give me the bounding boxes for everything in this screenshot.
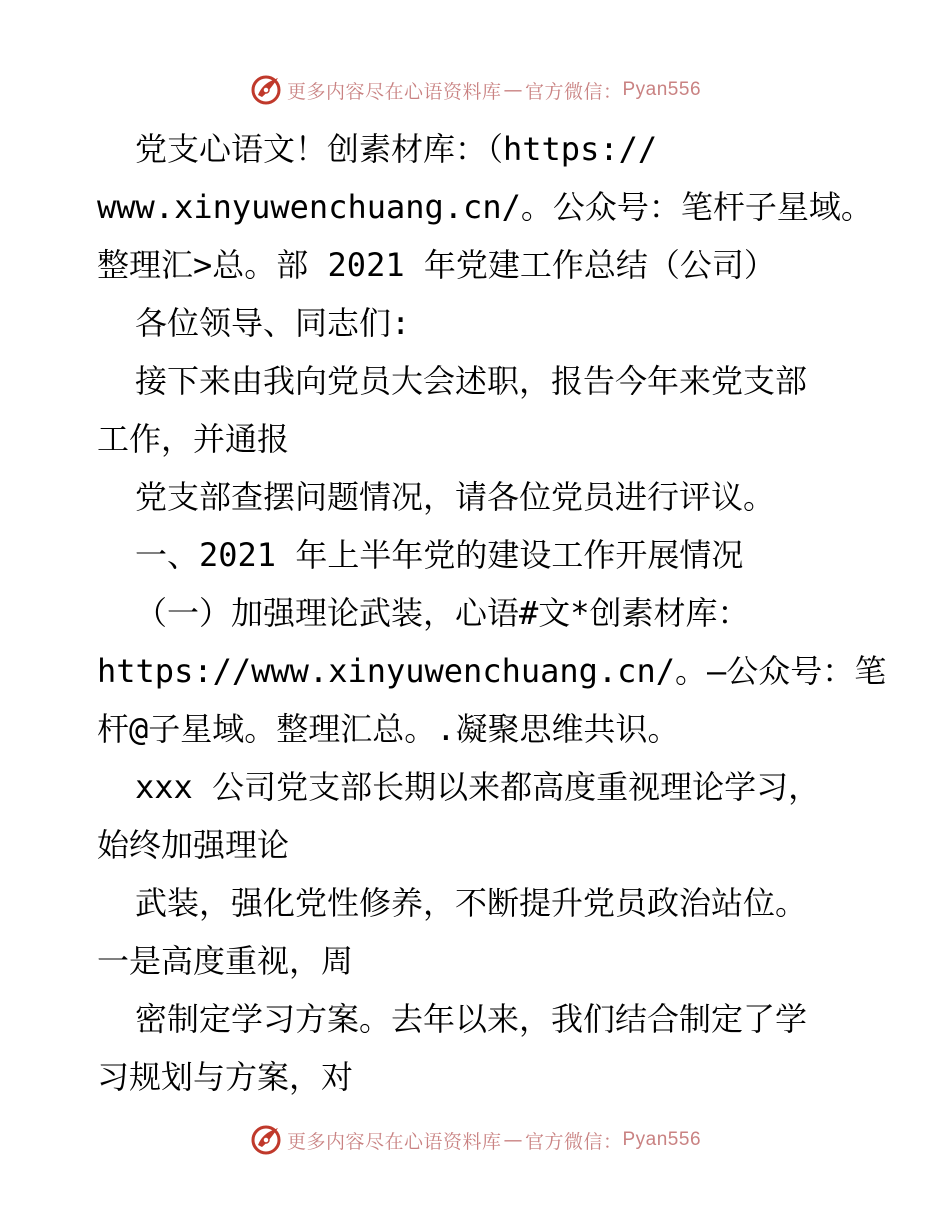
text-line: xxx 公司党支部长期以来都高度重视理论学习， [135,768,821,806]
banner-separator: — [503,79,523,101]
text-line: 一是高度重视，周 [97,942,354,980]
footer-banner [0,1120,950,1160]
text-line: 密制定学习方案。去年以来，我们结合制定了学 [135,1000,808,1038]
section-heading: 一、2021 年上半年党的建设工作开展情况 [135,536,744,574]
banner-slogan: 更多内容尽在心语资料库 [286,80,502,103]
text-line: 习规划与方案，对 [97,1058,354,1096]
text-line: www.xinyuwenchuang.cn/。公众号：笔杆子星域。 [97,188,873,226]
text-line: 党支心语文！创素材库：（https:// [135,130,658,168]
banner-wechat-id: Pyan556 [622,79,702,100]
text-line: 始终加强理论 [97,826,290,864]
text-line: 党支部查摆问题情况，请各位党员进行评议。 [135,478,776,516]
banner-slogan: 更多内容尽在心语资料库 [286,1130,502,1153]
banner-wechat-label: 官方微信： [524,80,623,103]
subsection-heading: （一）加强理论武装，心语#文*创素材库： [135,594,750,632]
text-line: 工作，并通报 [97,420,290,458]
document-body [97,120,887,1106]
brand-logo-icon [249,1123,283,1157]
text-line: 接下来由我向党员大会述职，报告今年来党支部 [135,362,808,400]
text-line: 杆@子星域。整理汇总。.凝聚思维共识。 [97,710,680,748]
text-line: https://www.xinyuwenchuang.cn/。—公众号：笔 [97,652,887,690]
banner-wechat-id: Pyan556 [622,1129,702,1150]
banner-separator: — [503,1129,523,1151]
text-line: 整理汇>总。部 2021 年党建工作总结（公司） [97,246,776,284]
text-line: 各位领导、同志们: [135,304,411,342]
header-banner [0,70,950,110]
brand-logo-icon [249,73,283,107]
text-line: 武装，强化党性修养，不断提升党员政治站位。 [135,884,808,922]
banner-wechat-label: 官方微信： [524,1130,623,1153]
